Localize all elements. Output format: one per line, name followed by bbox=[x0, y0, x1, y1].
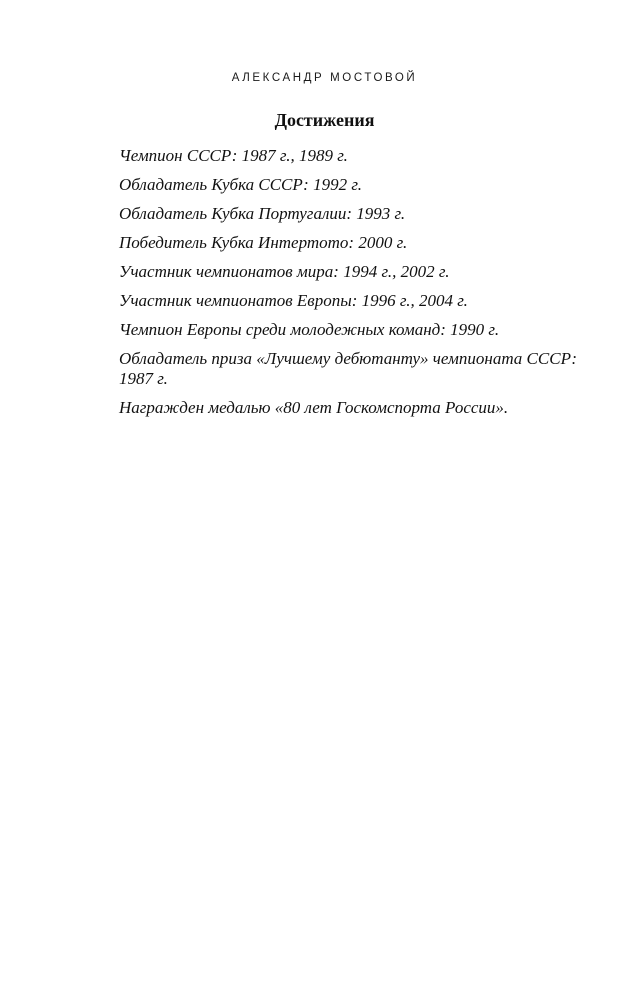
section-title: Достижения bbox=[274, 110, 375, 130]
achievement-item: Участник чемпионатов Европы: 1996 г., 2004 г. bbox=[119, 291, 468, 310]
achievement-item: Чемпион Европы среди молодежных команд: 1990 г. bbox=[119, 320, 500, 339]
running-head-author: АЛЕКСАНДР МОСТОВОЙ bbox=[231, 72, 418, 84]
achievement-item: Победитель Кубка Интертото: 2000 г. bbox=[119, 233, 408, 252]
achievement-item: Обладатель приза «Лучшему дебютанту» чемпионата СССР: 1987 г. bbox=[119, 349, 578, 388]
achievement-item: Чемпион СССР: 1987 г., 1989 г. bbox=[119, 146, 348, 165]
achievement-item: Обладатель Кубка СССР: 1992 г. bbox=[119, 175, 362, 194]
achievement-item: Обладатель Кубка Португалии: 1993 г. bbox=[119, 204, 406, 223]
achievements-list bbox=[119, 146, 579, 427]
achievement-item: Участник чемпионатов мира: 1994 г., 2002 г. bbox=[119, 262, 450, 281]
achievement-item: Награжден медалью «80 лет Госкомспорта России». bbox=[119, 398, 509, 417]
